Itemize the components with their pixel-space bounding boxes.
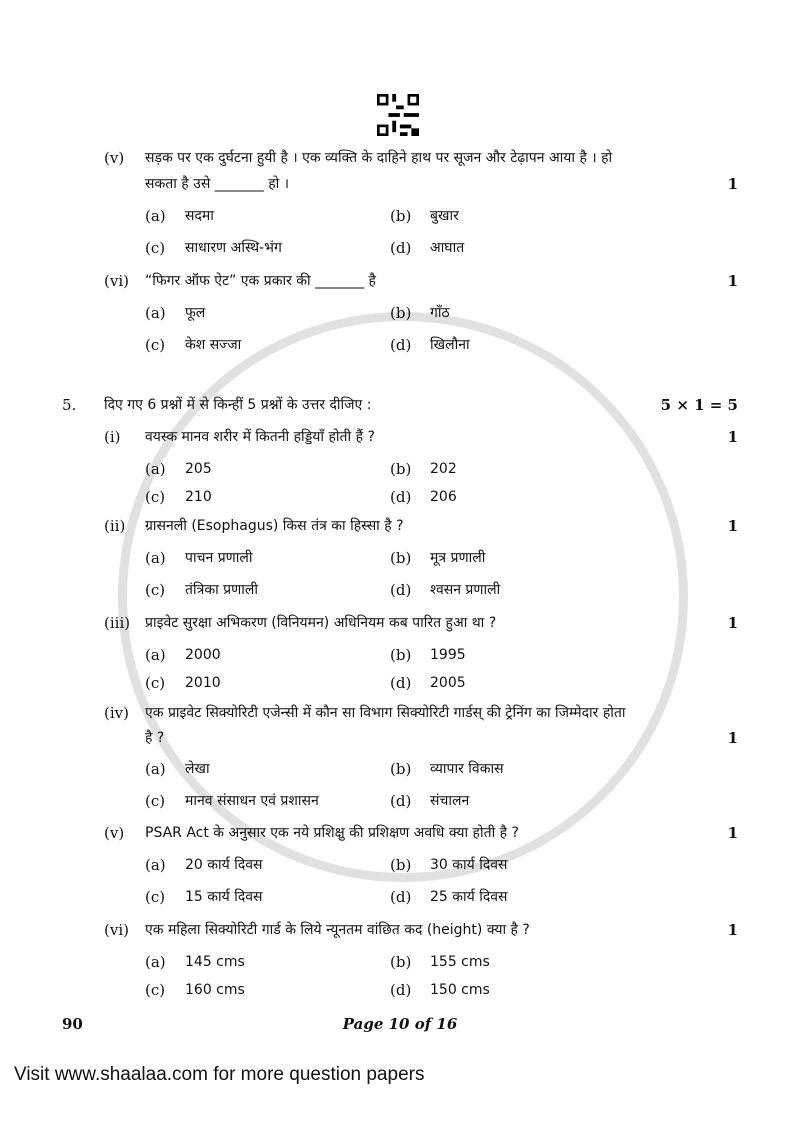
option-label: (d) — [390, 792, 412, 810]
marks: 5 × 1 = 5 — [660, 396, 738, 414]
option-text: केश सज्जा — [185, 337, 242, 353]
question-text: “फिगर ऑफ ऐट” एक प्रकार की _______ है — [145, 273, 376, 289]
option-label: (a) — [145, 760, 166, 778]
question-number: (vi) — [104, 921, 129, 939]
option-text: मानव संसाधन एवं प्रशासन — [185, 793, 319, 809]
marks: 1 — [727, 175, 738, 193]
option-text: 145 cms — [185, 954, 245, 970]
option-label: (c) — [145, 674, 166, 692]
option-text: 160 cms — [185, 982, 245, 998]
question-number: (iii) — [104, 614, 131, 632]
option-text: साधारण अस्थि-भंग — [185, 240, 282, 256]
option-label: (d) — [390, 981, 412, 999]
question-number: (iv) — [104, 704, 129, 722]
option-text: 2010 — [185, 675, 221, 691]
option-label: (d) — [390, 674, 412, 692]
option-label: (b) — [390, 549, 412, 567]
option-text: 155 cms — [430, 954, 490, 970]
question-number: (v) — [104, 824, 125, 842]
option-label: (a) — [145, 549, 166, 567]
option-label: (a) — [145, 953, 166, 971]
marks: 1 — [727, 517, 738, 535]
question-text: है ? — [145, 730, 165, 746]
visit-link[interactable]: Visit www.shaalaa.com for more question papers — [14, 1064, 425, 1085]
option-text: 2005 — [430, 675, 466, 691]
option-text: श्वसन प्रणाली — [430, 582, 501, 598]
option-text: 30 कार्य दिवस — [430, 857, 508, 873]
option-text: बुखार — [430, 208, 459, 224]
option-label: (c) — [145, 981, 166, 999]
option-text: गाँठ — [430, 305, 450, 321]
option-label: (c) — [145, 792, 166, 810]
marks: 1 — [727, 272, 738, 290]
question-number: (v) — [104, 149, 125, 167]
option-label: (b) — [390, 856, 412, 874]
option-text: खिलौना — [430, 337, 470, 353]
option-label: (c) — [145, 888, 166, 906]
option-label: (a) — [145, 856, 166, 874]
question-text: PSAR Act के अनुसार एक नये प्रशिक्षु की प्रशिक्षण अवधि क्या होती है ? — [145, 825, 519, 841]
option-label: (a) — [145, 207, 166, 225]
question-text: वयस्क मानव शरीर में कितनी हड्डियाँ होती हैं ? — [145, 429, 375, 445]
marks: 1 — [727, 614, 738, 632]
option-text: 2000 — [185, 647, 221, 663]
option-label: (a) — [145, 646, 166, 664]
question-number: 5. — [62, 396, 77, 414]
option-label: (d) — [390, 239, 412, 257]
question-number: (i) — [104, 428, 121, 446]
option-text: मूत्र प्रणाली — [430, 550, 486, 566]
option-label: (c) — [145, 581, 166, 599]
option-label: (d) — [390, 581, 412, 599]
marks: 1 — [727, 729, 738, 747]
option-text: 206 — [430, 489, 457, 505]
marks: 1 — [727, 921, 738, 939]
option-label: (b) — [390, 953, 412, 971]
option-text: संचालन — [430, 793, 470, 809]
option-label: (d) — [390, 336, 412, 354]
page-number: Page 10 of 16 — [342, 1015, 458, 1033]
option-text: 202 — [430, 461, 457, 477]
marks: 1 — [727, 824, 738, 842]
option-label: (b) — [390, 760, 412, 778]
option-text: व्यापार विकास — [430, 761, 504, 777]
marks: 1 — [727, 428, 738, 446]
option-text: लेखा — [185, 761, 210, 777]
option-label: (d) — [390, 888, 412, 906]
question-text: ग्रासनली (Esophagus) किस तंत्र का हिस्सा है ? — [145, 518, 404, 534]
option-text: 20 कार्य दिवस — [185, 857, 263, 873]
option-label: (c) — [145, 336, 166, 354]
option-label: (c) — [145, 239, 166, 257]
option-text: फूल — [185, 305, 206, 321]
option-text: 25 कार्य दिवस — [430, 889, 508, 905]
section-instruction: दिए गए 6 प्रश्नों में से किन्हीं 5 प्रश्नों के उत्तर दीजिए : — [104, 397, 372, 413]
question-text: सकता है उसे _______ हो । — [145, 176, 290, 192]
question-number: (vi) — [104, 272, 129, 290]
option-label: (b) — [390, 304, 412, 322]
option-label: (b) — [390, 460, 412, 478]
option-text: 1995 — [430, 647, 466, 663]
option-label: (b) — [390, 207, 412, 225]
question-text: प्राइवेट सुरक्षा अभिकरण (विनियमन) अधिनियम कब पारित हुआ था ? — [145, 615, 497, 631]
option-label: (b) — [390, 646, 412, 664]
option-text: सदमा — [185, 208, 214, 224]
option-label: (d) — [390, 488, 412, 506]
qr-code-icon — [376, 94, 420, 136]
option-label: (a) — [145, 460, 166, 478]
option-text: 15 कार्य दिवस — [185, 889, 263, 905]
option-text: तंत्रिका प्रणाली — [185, 582, 258, 598]
question-text: सड़क पर एक दुर्घटना हुयी है । एक व्यक्ति के दाहिने हाथ पर सूजन और टेढ़ापन आया है । हो — [145, 150, 613, 166]
option-label: (c) — [145, 488, 166, 506]
option-text: 150 cms — [430, 982, 490, 998]
question-number: (ii) — [104, 517, 126, 535]
option-text: 210 — [185, 489, 212, 505]
question-text: एक प्राइवेट सिक्योरिटी एजेन्सी में कौन सा विभाग सिक्योरिटी गार्डस् की ट्रेनिंग का जिम्मेदार होता — [145, 705, 626, 721]
option-text: पाचन प्रणाली — [185, 550, 253, 566]
option-text: आघात — [430, 240, 465, 256]
paper-code: 90 — [62, 1015, 83, 1033]
question-text: एक महिला सिक्योरिटी गार्ड के लिये न्यूनतम वांछित कद (height) क्या है ? — [145, 922, 530, 938]
option-label: (a) — [145, 304, 166, 322]
option-text: 205 — [185, 461, 212, 477]
